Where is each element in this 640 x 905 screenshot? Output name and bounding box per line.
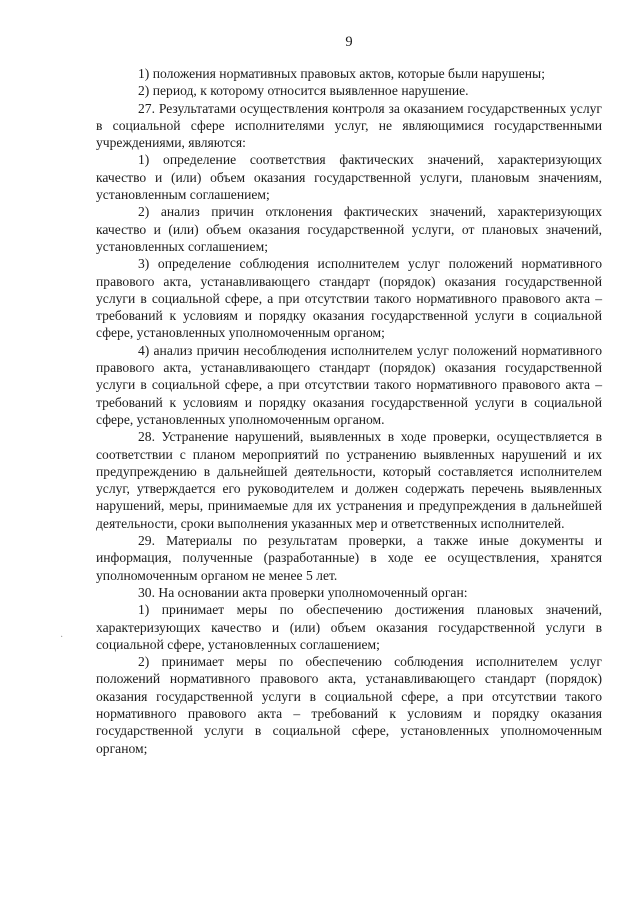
paragraph-30: 30. На основании акта проверки уполномоченный орган: — [138, 584, 468, 600]
document-body — [96, 65, 602, 757]
paragraph-30-item-1: 1) принимает меры по обеспечению достижения плановых значений, характеризующих качество и (или) объем оказания государственной услуги в социальной сфере, установленных соглашением; — [96, 602, 602, 652]
paragraph-29: 29. Материалы по результатам проверки, а также иные документы и информация, полученные (разработанные) в ходе ее осуществления, хранятся уполномоченным органом не менее 5 лет. — [96, 533, 602, 583]
paragraph-27-item-2: 2) анализ причин отклонения фактических значений, характеризующих качество и (или) объем оказания государственной услуги, от плановых значений, установленных соглашением; — [96, 204, 602, 254]
page-number: 9 — [345, 34, 353, 50]
scan-speck: · — [60, 632, 64, 643]
paragraph-28: 28. Устранение нарушений, выявленных в ходе проверки, осуществляется в соответствии с планом мероприятий по устранению выявленных нарушений и их предупреждению в дальнейшей деятельности, который составляется исполнителем услуг, утверждается его руководителем и должен содержать перечень выявленных нарушений, меры, принимаемые для их устранения и предупреждения в дальнейшей деятельности, сроки выполнения указанных мер и ответственных исполнителей. — [96, 429, 602, 531]
paragraph-27-item-4: 4) анализ причин несоблюдения исполнителем услуг положений нормативного правового акта, устанавливающего стандарт (порядок) оказания государственной услуги в социальной сфере, а при отсутствии такого нормативного правового акта – требований к условиям и порядку оказания государственной услуги в социальной сфере, установленных уполномоченным органом. — [96, 342, 602, 427]
paragraph-27: 27. Результатами осуществления контроля за оказанием государственных услуг в социальной сфере исполнителями услуг, не являющимися государственными учреждениями, являются: — [96, 100, 602, 151]
paragraph-30-item-2: 2) принимает меры по обеспечению соблюдения исполнителем услуг положений нормативного правового акта, устанавливающего стандарт (порядок) оказания государственной услуги в социальной сфере, а при отсутствии такого нормативного правового акта – требований к условиям и порядку оказания государственной услуги в социальной сфере, установленных уполномоченным органом; — [96, 654, 602, 756]
paragraph-item-2: 2) период, к которому относится выявленное нарушение. — [138, 83, 469, 99]
paragraph-27-item-3: 3) определение соблюдения исполнителем услуг положений нормативного правового акта, устанавливающего стандарт (порядок) оказания государственной услуги в социальной сфере, а при отсутствии такого нормативного правового акта – требований к условиям и порядку оказания государственной услуги в социальной сфере, установленных уполномоченным органом; — [96, 256, 602, 341]
paragraph-27-item-1: 1) определение соответствия фактических значений, характеризующих качество и (или) объем оказания государственной услуги, плановым значениям, установленным соглашением; — [96, 152, 602, 203]
paragraph-item-1: 1) положения нормативных правовых актов, которые были нарушены; — [138, 66, 545, 81]
